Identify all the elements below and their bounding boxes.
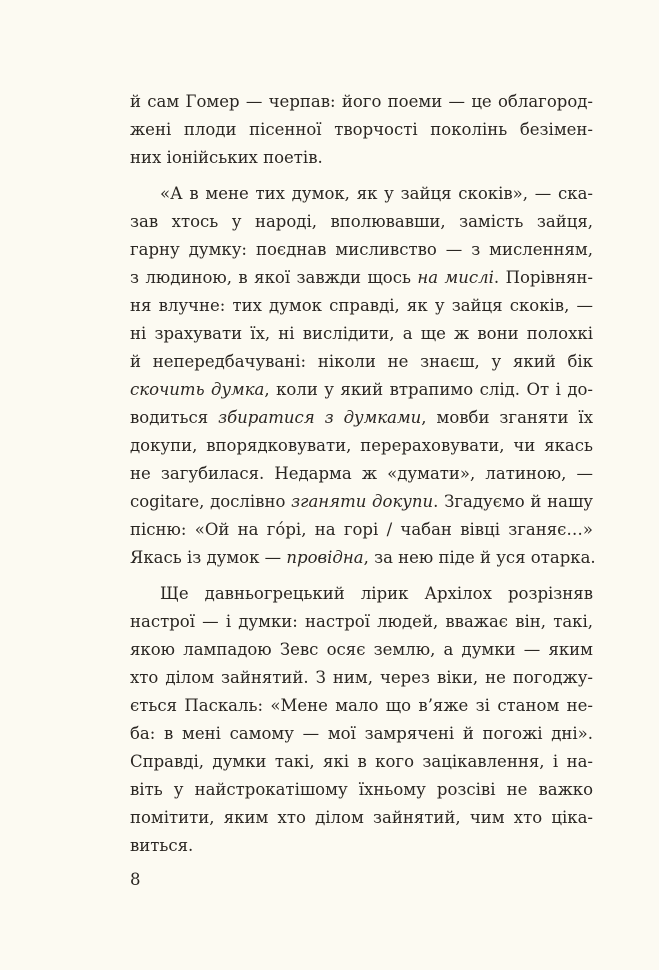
paragraph	[130, 580, 593, 860]
text-segment: Якась із думок —	[130, 548, 287, 567]
text-segment: помітити, яким хто ділом зайнятий, чим хто ціка-	[130, 808, 593, 827]
text-line	[130, 544, 596, 572]
text-segment: якою лампадою Зевс осяє землю, а думки — яким	[130, 640, 593, 659]
italic-phrase: скочить думка	[130, 380, 265, 399]
text-line	[130, 776, 593, 804]
text-segment: гарну думку: поєднав мисливство — з мисленням,	[130, 240, 593, 259]
text-segment: , за нею піде й уся отарка.	[363, 548, 596, 567]
text-segment: зав хтось у народі, вполювавши, замість зайця,	[130, 212, 593, 231]
text-segment: виться.	[130, 836, 194, 855]
text-segment: . Порівнян-	[493, 268, 593, 287]
text-line	[130, 348, 593, 376]
text-line	[130, 88, 593, 116]
text-line	[130, 664, 593, 692]
text-line	[130, 404, 593, 432]
italic-phrase: збиратися з думками	[218, 408, 422, 427]
text-segment: не загубилася. Недарма ж «думати», латиною, —	[130, 464, 593, 483]
text-line	[130, 720, 593, 748]
text-segment: Ще давньогрецький лірик Архілох розрізняв	[160, 584, 593, 603]
text-segment: пісню: «Ой на гóрі, на горі / чабан вівці зганяє…»	[130, 520, 593, 539]
text-line	[130, 748, 593, 776]
text-line	[130, 488, 593, 516]
paragraph-gap	[130, 572, 593, 580]
paragraph-gap	[130, 172, 593, 180]
text-segment: й сам Гомер — черпав: його поеми — це облагород-	[130, 92, 593, 111]
text-line	[130, 580, 593, 608]
text-line	[130, 432, 593, 460]
text-segment: хто ділом зайнятий. З ним, через віки, не погоджу-	[130, 668, 593, 687]
text-segment: них іонійських поетів.	[130, 148, 323, 167]
text-line	[130, 692, 593, 720]
text-segment: , коли у який втрапимо слід. От і до-	[264, 380, 593, 399]
text-line	[130, 292, 593, 320]
text-segment: віть у найстрокатішому їхньому розсіві не важко	[130, 780, 593, 799]
text-line	[130, 180, 593, 208]
text-segment: ба: в мені самому — мої замрячені й погожі дні».	[130, 724, 593, 743]
text-segment: . Згадуємо й нашу	[433, 492, 593, 511]
text-line	[130, 804, 593, 832]
text-segment: докупи, впорядковувати, перераховувати, чи якась	[130, 436, 593, 455]
text-line	[130, 376, 593, 404]
paragraph	[130, 88, 593, 172]
text-segment: жені плоди пісенної творчості поколінь безімен-	[130, 120, 593, 139]
text-line	[130, 832, 593, 860]
text-segment: ні зрахувати їх, ні вислідити, а ще ж вони полохкі	[130, 324, 593, 343]
italic-phrase: на мислі	[417, 268, 494, 287]
text-segment: водиться	[130, 408, 219, 427]
text-segment: ня влучне: тих думок справді, як у зайця скоків, —	[130, 296, 593, 315]
text-line	[130, 320, 593, 348]
text-segment: Справді, думки такі, які в кого зацікавлення, і на-	[130, 752, 593, 771]
text-line	[130, 208, 593, 236]
page-number: 8	[130, 870, 141, 889]
text-segment: з людиною, в якої завжди щось	[130, 268, 418, 287]
text-line	[130, 264, 593, 292]
text-line	[130, 460, 593, 488]
text-line	[130, 608, 593, 636]
text-line	[130, 144, 593, 172]
text-line	[130, 116, 593, 144]
text-line	[130, 516, 593, 544]
text-segment: «А в мене тих думок, як у зайця скоків», — ска-	[160, 184, 593, 203]
text-segment: ється Паскаль: «Мене мало що в’яже зі станом не-	[130, 696, 593, 715]
body-text	[130, 88, 596, 860]
italic-phrase: зганяти докупи	[291, 492, 434, 511]
text-segment: й непередбачувані: ніколи не знаєш, у який бік	[130, 352, 593, 371]
text-segment: , мовби зганяти їх	[421, 408, 593, 427]
text-line	[130, 236, 593, 264]
paragraph	[130, 180, 596, 572]
italic-phrase: провідна	[286, 548, 364, 567]
text-segment: cogitare, дослівно	[130, 492, 292, 511]
text-line	[130, 636, 593, 664]
text-segment: настрої — і думки: настрої людей, вважає він, такі,	[130, 612, 593, 631]
